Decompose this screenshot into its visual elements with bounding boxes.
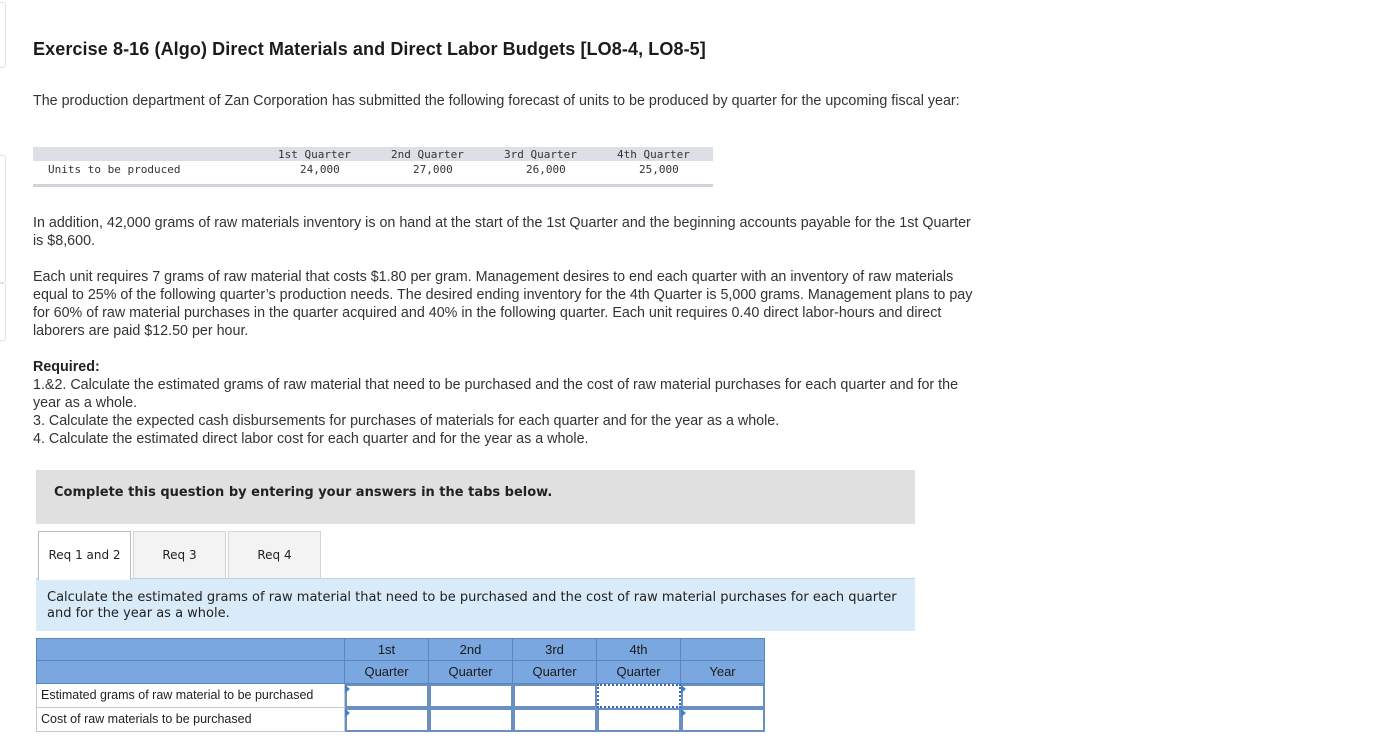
left-edge-tab	[0, 2, 6, 68]
forecast-header-q4: 4th Quarter	[617, 148, 690, 161]
instruction-text: Calculate the estimated grams of raw material that need to be purchased and the cost of raw material purchases for each quarter and for the year as a whole.	[47, 590, 897, 621]
units-forecast-table	[33, 147, 713, 191]
header-year-top	[681, 638, 765, 661]
header-q2-top: 2nd	[429, 638, 513, 661]
grams-year-input[interactable]	[681, 684, 765, 708]
left-edge-tab	[0, 155, 6, 283]
row-label-cost: Cost of raw materials to be purchased	[36, 708, 345, 732]
forecast-value-q2: 27,000	[413, 163, 453, 176]
instruction-box	[36, 578, 915, 631]
required-section	[33, 358, 983, 448]
required-item: 1.&2. Calculate the estimated grams of raw material that need to be purchased and the cost of raw material purchases for each quarter and for the year as a whole.	[33, 377, 959, 411]
cost-q3-input[interactable]	[513, 708, 597, 732]
header-q1-bottom: Quarter	[345, 661, 429, 684]
intro-text: The production department of Zan Corporation has submitted the following forecast of units to be produced by quarter for the upcoming fiscal year:	[33, 93, 960, 109]
forecast-header-q3: 3rd Quarter	[504, 148, 577, 161]
forecast-value-q4: 25,000	[639, 163, 679, 176]
details-text: Each unit requires 7 grams of raw material that costs $1.80 per gram. Management desires to end each quarter with an inventory of raw materials equal to 25% of the following quarter’s production needs. The desired ending inventory for the 4th Quarter is 5,000 grams. Management plans to pay for 60% of raw material purchases in the quarter acquired and 40% in the following quarter. Each unit requires 0.40 direct labor-hours and direct laborers are paid $12.50 per hour.	[33, 269, 973, 339]
cost-q4-input[interactable]	[597, 708, 681, 732]
header-blank-cell	[36, 661, 345, 684]
header-year-bottom: Year	[681, 661, 765, 684]
complete-prompt-text: Complete this question by entering your answers in the tabs below.	[54, 485, 553, 500]
header-q1-top: 1st	[345, 638, 429, 661]
forecast-row-label: Units to be produced	[48, 163, 181, 176]
page-title: Exercise 8-16 (Algo) Direct Materials and Direct Labor Budgets [LO8-4, LO8-5]	[33, 39, 706, 59]
forecast-header-band	[33, 147, 713, 161]
forecast-header-q1: 1st Quarter	[278, 148, 351, 161]
inventory-text: In addition, 42,000 grams of raw materials inventory is on hand at the start of the 1st Quarter and the beginning accounts payable for the 1st Quarter is $8,600.	[33, 215, 971, 249]
left-edge-tab	[0, 283, 6, 341]
grams-q2-input[interactable]	[429, 684, 513, 708]
grams-q3-input[interactable]	[513, 684, 597, 708]
header-q4-top: 4th	[597, 638, 681, 661]
cost-q1-input[interactable]	[345, 708, 429, 732]
tab-req-1-and-2[interactable]: Req 1 and 2	[38, 531, 131, 580]
forecast-value-q1: 24,000	[300, 163, 340, 176]
forecast-bottom-rule	[33, 184, 713, 187]
forecast-header-q2: 2nd Quarter	[391, 148, 464, 161]
header-q4-bottom: Quarter	[597, 661, 681, 684]
header-q2-bottom: Quarter	[429, 661, 513, 684]
row-label-grams: Estimated grams of raw material to be purchased	[36, 684, 345, 708]
grams-q4-input[interactable]	[597, 684, 681, 708]
grams-q1-input[interactable]	[345, 684, 429, 708]
input-flag-icon	[345, 709, 350, 717]
required-heading: Required:	[33, 359, 100, 375]
input-flag-icon	[681, 709, 686, 717]
complete-prompt-box	[36, 470, 915, 524]
required-item: 3. Calculate the expected cash disbursements for purchases of materials for each quarter and for the year as a whole.	[33, 413, 780, 429]
forecast-value-q3: 26,000	[526, 163, 566, 176]
cost-year-input[interactable]	[681, 708, 765, 732]
required-item: 4. Calculate the estimated direct labor cost for each quarter and for the year as a whole.	[33, 431, 589, 447]
input-flag-icon	[345, 685, 350, 693]
header-q3-top: 3rd	[513, 638, 597, 661]
header-q3-bottom: Quarter	[513, 661, 597, 684]
cost-q2-input[interactable]	[429, 708, 513, 732]
header-blank-cell	[36, 638, 345, 661]
tab-req-3[interactable]: Req 3	[133, 531, 226, 578]
input-flag-icon	[681, 685, 686, 693]
tab-req-4[interactable]: Req 4	[228, 531, 321, 578]
